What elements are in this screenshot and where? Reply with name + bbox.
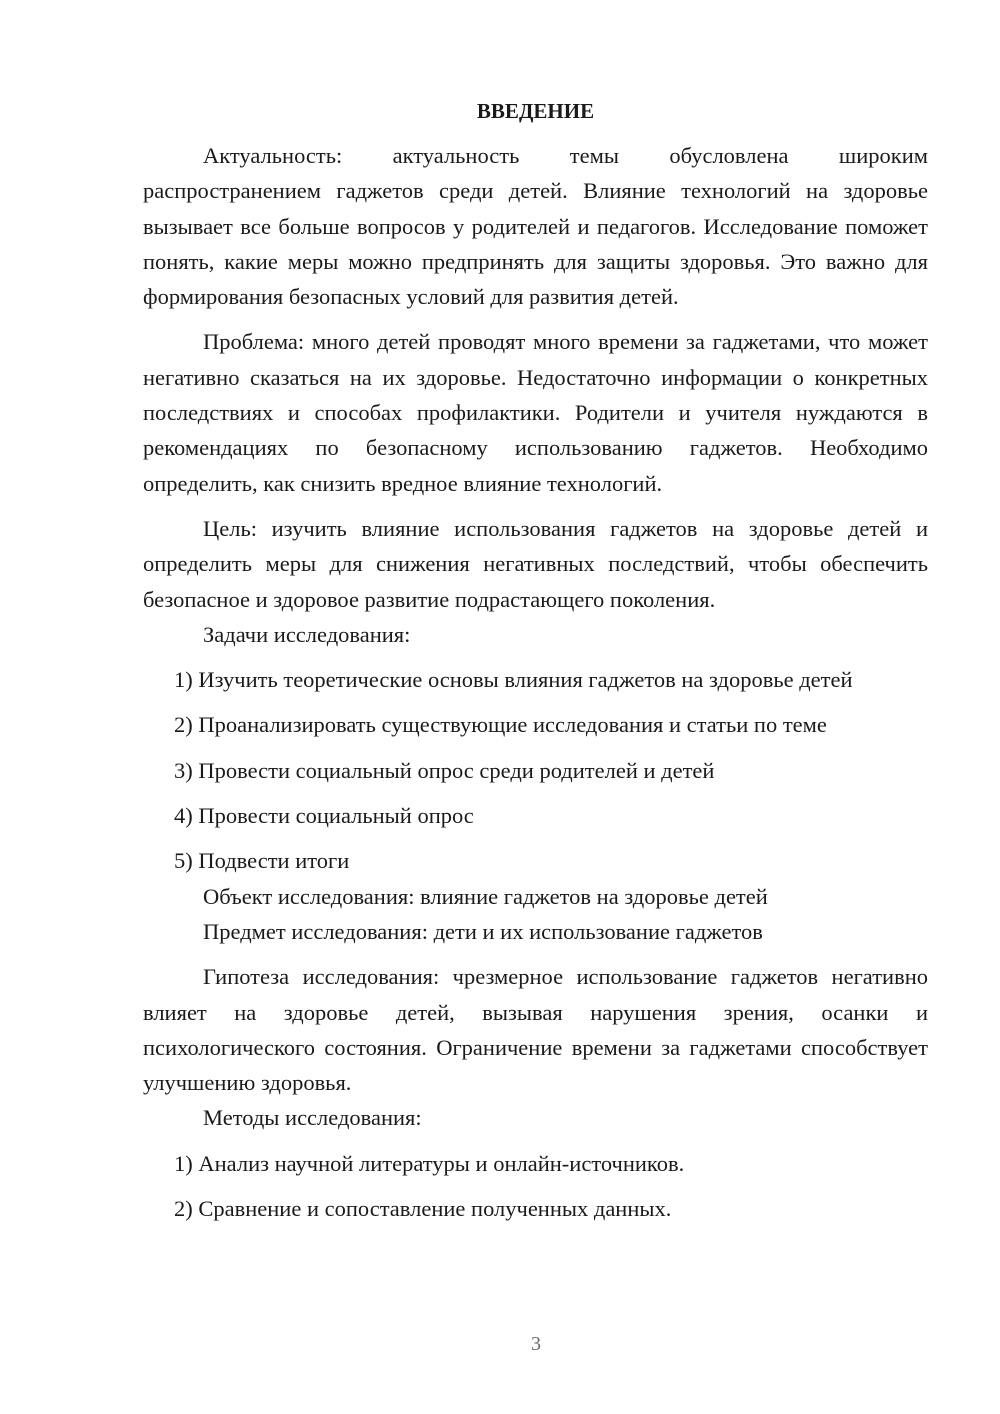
list-item: 4) Провести социальный опрос: [174, 803, 474, 829]
paragraph-problem: Проблема: много детей проводят много времени за гаджетами, что может негативно сказаться на их здоровье. Недостаточно информации о конкретных последствиях и способах профилактики. Родители и учителя нуждаются в рекомендациях по безопасному использованию гаджетов. Необходимо определить, как снизить вредное влияние технологий.: [143, 329, 928, 496]
page-number: 3: [531, 1333, 541, 1355]
tasks-list: [143, 662, 928, 878]
list-item: 1) Изучить теоретические основы влияния гаджетов на здоровье детей: [174, 667, 853, 693]
methods-heading: Методы исследования:: [203, 1105, 422, 1131]
subject-line: Предмет исследования: дети и их использование гаджетов: [203, 918, 763, 944]
paragraph-goal: Цель: изучить влияние использования гаджетов на здоровье детей и определить меры для снижения негативных последствий, чтобы обеспечить безопасное и здоровое развитие подрастающего поколения.: [143, 515, 928, 612]
list-item: 5) Подвести итоги: [174, 848, 350, 874]
list-item: 3) Провести социальный опрос среди родителей и детей: [174, 757, 715, 783]
tasks-heading: Задачи исследования:: [203, 621, 411, 647]
paragraph-relevance: Актуальность: актуальность темы обусловлена широким распространением гаджетов среди детей. Влияние технологий на здоровье вызывает все больше вопросов у родителей и педагогов. Исследование поможет понять, какие меры можно предпринять для защиты здоровья. Это важно для формирования безопасных условий для развития детей.: [143, 143, 928, 310]
page-title: ВВЕДЕНИЕ: [476, 99, 595, 123]
page-content: [143, 96, 928, 1226]
methods-list: [143, 1146, 928, 1227]
paragraph-hypothesis: Гипотеза исследования: чрезмерное использование гаджетов негативно влияет на здоровье детей, вызывая нарушения зрения, осанки и психологического состояния. Ограничение времени за гаджетами способствует улучшению здоровья.: [143, 964, 928, 1096]
list-item: 2) Сравнение и сопоставление полученных данных.: [174, 1196, 672, 1222]
list-item: 2) Проанализировать существующие исследования и статьи по теме: [174, 712, 827, 738]
list-item: 1) Анализ научной литературы и онлайн-источников.: [174, 1150, 685, 1176]
object-line: Объект исследования: влияние гаджетов на здоровье детей: [203, 883, 768, 909]
